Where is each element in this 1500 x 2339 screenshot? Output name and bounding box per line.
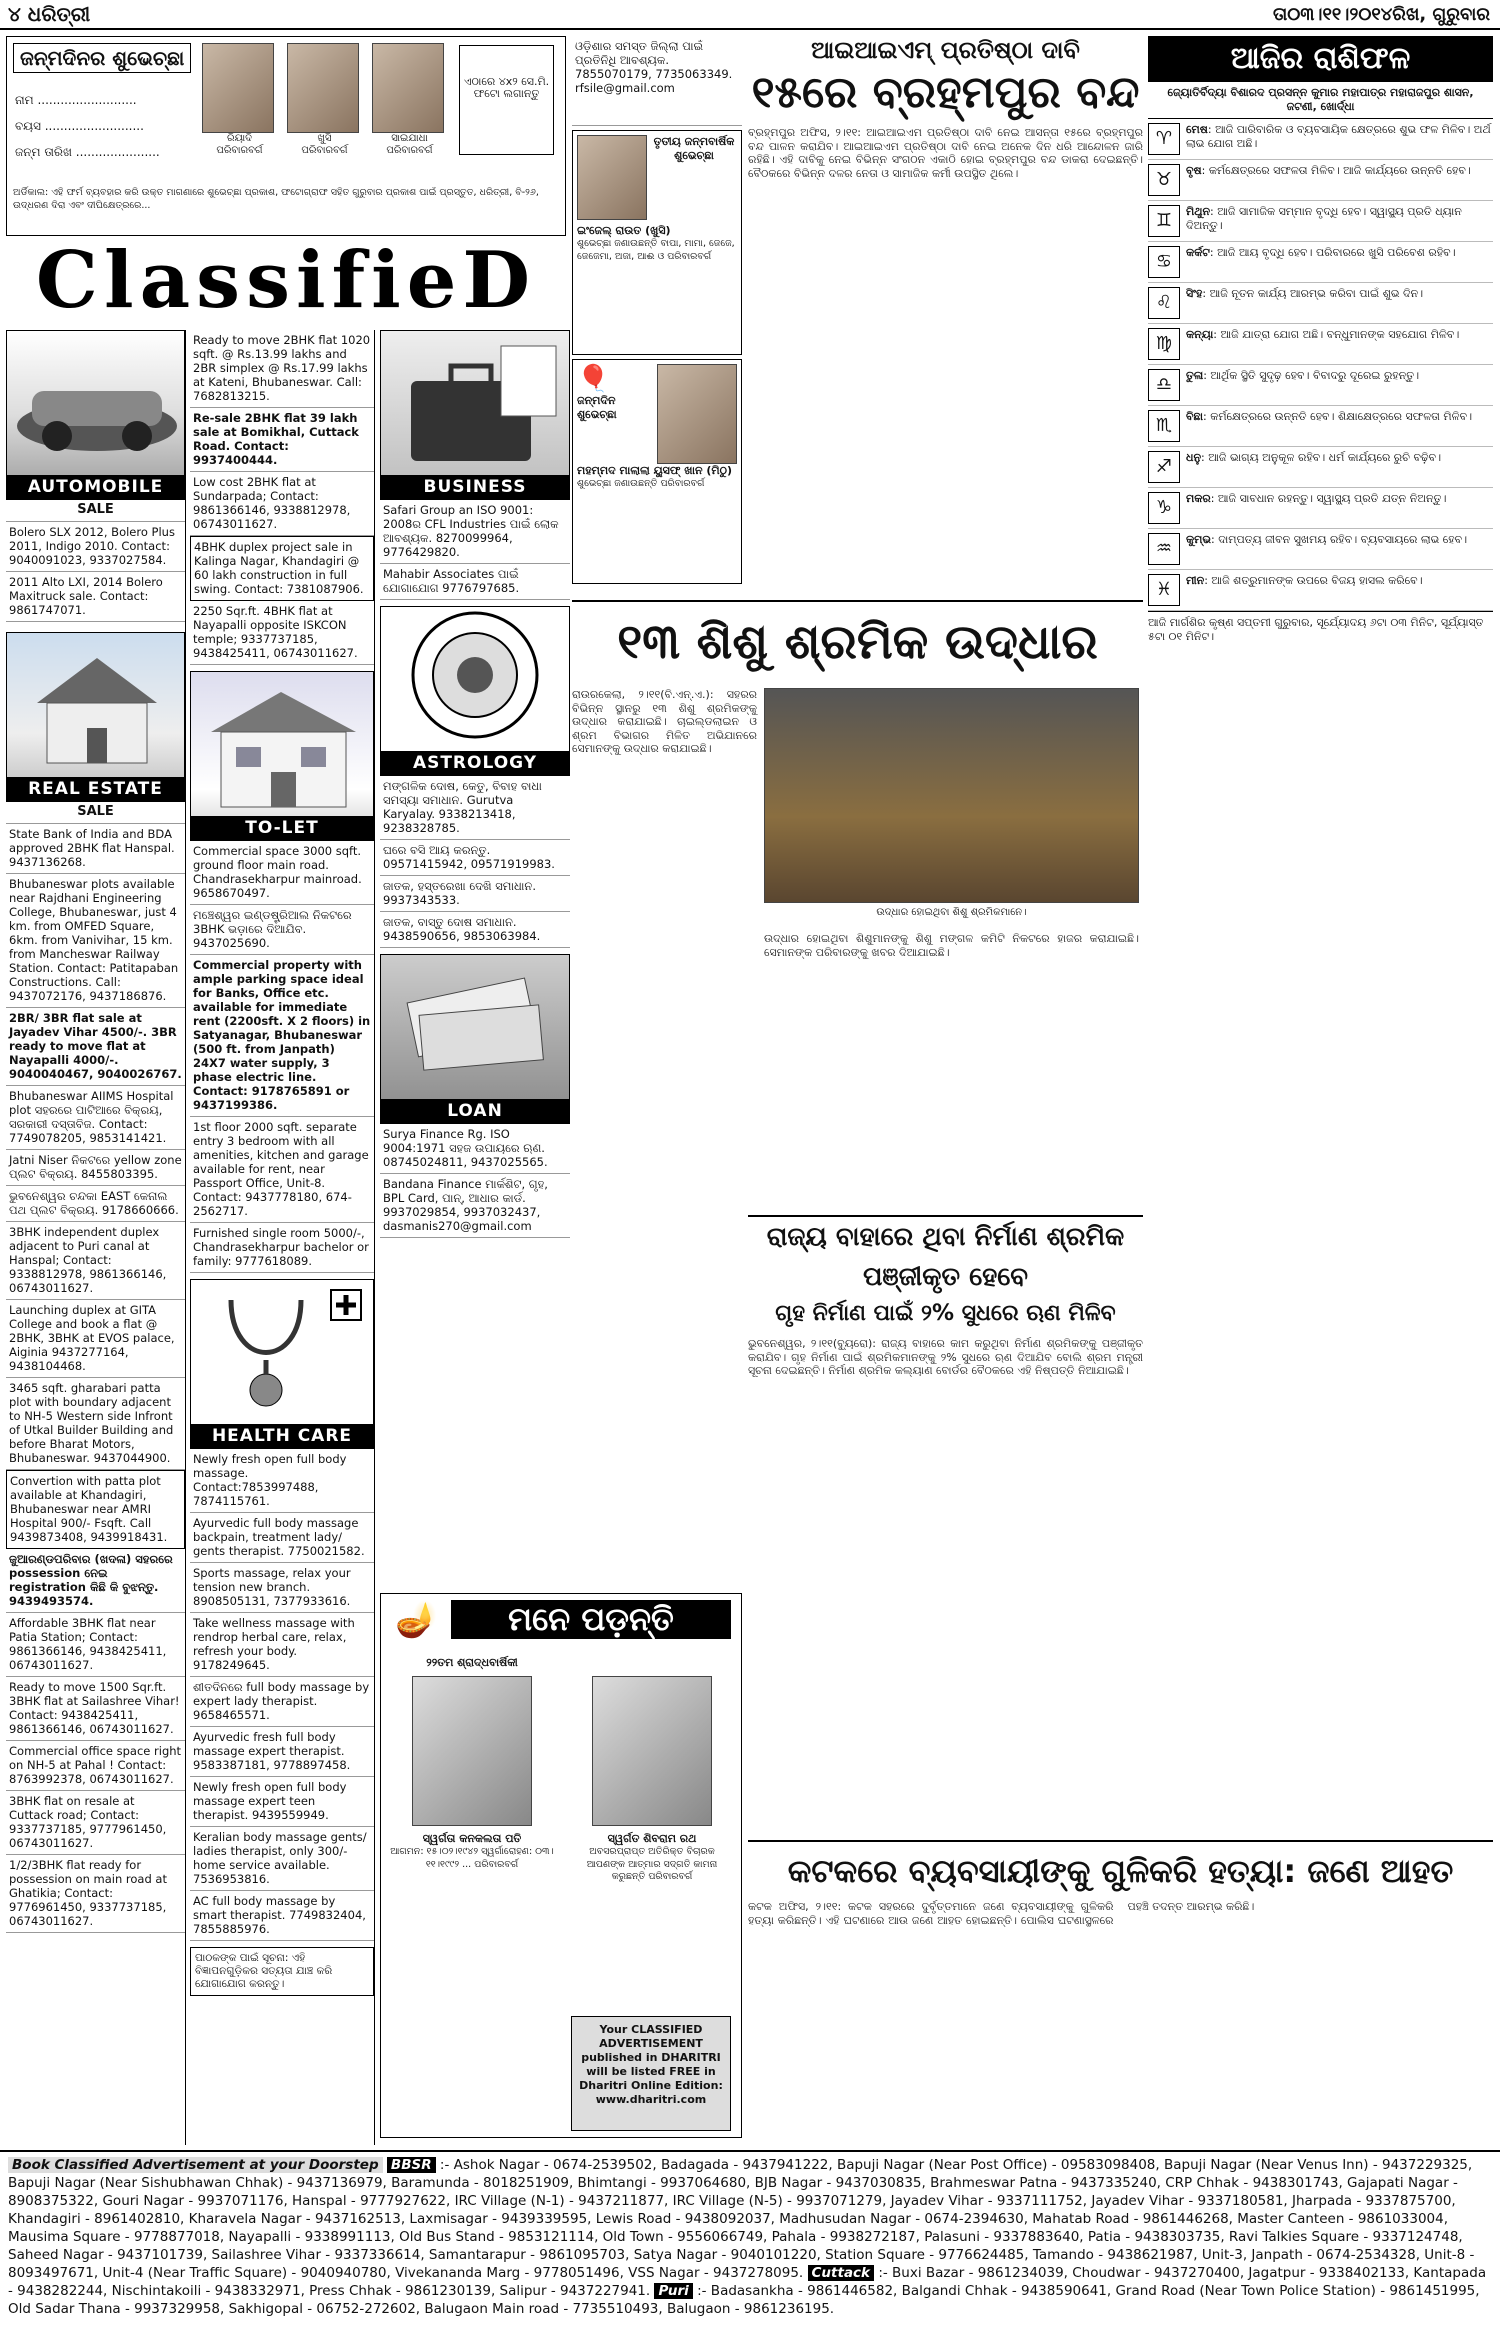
news-body: ଭୁବନେଶ୍ୱର, ୨।୧୧(ବ୍ୟୁରୋ): ରାଜ୍ୟ ବାହାରେ କାମ କରୁଥିବା ନିର୍ମାଣ ଶ୍ରମିକଙ୍କୁ ପଞ୍ଜୀକୃତ କରାଯିବ। ଗୃହ ନିର୍ମାଣ ପାଇଁ ଶ୍ରମିକମାନଙ୍କୁ ୨% ସୁଧରେ ଋଣ ଦିଆଯିବ ବୋଲି ଶ୍ରମ ମନ୍ତ୍ରୀ ସୂଚନା ଦେଇଛନ୍ତି। ନିର୍ମାଣ ଶ୍ରମିକ କଲ୍ୟାଣ ବୋର୍ଡର ବୈଠକରେ ଏହି ନିଷ୍ପତ୍ତି ନିଆଯାଇଛି। bbox=[748, 1337, 1143, 1377]
category-label-automobile: AUTOMOBILE bbox=[7, 475, 184, 499]
classified-ad: ଘରେ ବସି ଆୟ କରନ୍ତୁ. 09571415942, 09571919983. bbox=[380, 840, 570, 876]
zodiac-sign-name: ଧନୁ bbox=[1186, 451, 1202, 464]
child-photo bbox=[657, 364, 737, 464]
zodiac-sign-text: କର୍ମକ୍ଷେତ୍ରରେ ସଫଳତା ମିଳିବ। ଆଜି କାର୍ଯ୍ୟରେ ଉନ୍ନତି ହେବ। bbox=[1208, 164, 1471, 177]
rashifal-title: ଆଜିର ରାଶିଫଳ bbox=[1148, 36, 1493, 82]
classified-ad: Sports massage, relax your tension new branch. 8908505131, 7377933616. bbox=[190, 1563, 374, 1613]
business-image bbox=[380, 330, 570, 500]
classified-ad: 3BHK independent duplex adjacent to Puri canal at Hanspal; Contact: 9338812978, 9861366146, 06743011627. bbox=[6, 1222, 185, 1300]
classified-ad: Re-sale 2BHK flat 39 lakh sale at Bomikhal, Cuttack Road. Contact: 9937400444. bbox=[190, 408, 374, 472]
city-tag-cuttack: Cuttack bbox=[808, 2265, 875, 2281]
zodiac-wheel-icon bbox=[381, 607, 569, 747]
birthday-form-note: ଅର୍ଡିକାଲ: ଏହି ଫର୍ମ ବ୍ୟବହାର କରି ଉକ୍ତ ମାଗଣାରେ ଶୁଭେଚ୍ଛା ପ୍ରକାଶ, ଫଟୋଗ୍ରାଫ ସହିତ ଗୁରୁବାର ପ୍ରକାଶ ପାଇଁ ପ୍ରସ୍ତୁତ, ଧରିତ୍ରୀ, ବି-୨୬, ଉଦ୍ଧରଣ ଦିରା ଏବଂ ଦୀଘିକ୍ଷେତ୍ରରେ... bbox=[13, 187, 539, 211]
classified-ad: ଜାତକ, ବାସ୍ତୁ ଦୋଷ ସମାଧାନ. 9438590656, 9853063984. bbox=[380, 912, 570, 948]
zodiac-sign-icon: ♓ bbox=[1148, 574, 1180, 606]
classified-ad: 2BR/ 3BR flat sale at Jayadev Vihar 4500/-. 3BR ready to move flat at Nayapalli 4000/-. 9040040467, 9040026767. bbox=[6, 1008, 185, 1086]
rashifal-item: ♌ ସିଂହ: ଆଜି ନୂତନ କାର୍ଯ୍ୟ ଆରମ୍ଭ କରିବା ପାଇଁ ଶୁଭ ଦିନ। bbox=[1148, 283, 1493, 324]
classified-ad: Bhubaneswar AIIMS Hospital plot ସହରରେ ପାଟିଆରେ ବିକ୍ରୟ, ସରକାରୀ ଦସ୍ତାବିଜ. Contact: 7749078205, 9853141421. bbox=[6, 1086, 185, 1150]
zodiac-sign-text: କର୍ମକ୍ଷେତ୍ରରେ ଉନ୍ନତି ହେବ। ଶିକ୍ଷାକ୍ଷେତ୍ରରେ ସଫଳତା ମିଳିବ। bbox=[1210, 410, 1473, 423]
classified-ad: Commercial property with ample parking space ideal for Banks, Office etc. available for immediate rent (2200sft. X 2 floors) in Satyanagar, Bhubaneswar (500 ft. from Janpath) 24X7 water supply, 3 phase electric line. Contact: 9178765891 or 9437199386. bbox=[190, 955, 374, 1117]
news-headline: ୧୫ରେ ବ୍ରହ୍ମପୁର ବନ୍ଦ bbox=[751, 67, 1140, 118]
balloons-icon: 🎈 bbox=[577, 364, 610, 394]
classified-ad: Mahabir Associates ପାଇଁ ଯୋଗାଯୋଗ 9776797685. bbox=[380, 564, 570, 600]
classified-ad: Keralian body massage gents/ ladies therapist, only 300/- home service available. 7536953816. bbox=[190, 1827, 374, 1891]
zodiac-sign-icon: ♍ bbox=[1148, 328, 1180, 360]
news-labour-registration bbox=[748, 1215, 1143, 1835]
zodiac-sign-icon: ♑ bbox=[1148, 492, 1180, 524]
zodiac-sign-name: ବୃଷ bbox=[1186, 164, 1202, 177]
to-let-image bbox=[190, 671, 374, 841]
city-centres-bbsr: :- Ashok Nagar - 0674-2539502, Badagada - 9437941222, Bapuji Nagar (Near Post Office) - 09583098408, Bapuji Nagar (Near Venus Inn) - 9437229325, Bapuji Nagar (Near Sishubhawan Chhak) - 9437136979, Baramunda - 8018251909, Bhimtangi - 9937064680, BJB Nagar - 9437030835, Brahmeswar Patna - 9437335240, CRP Chhak - 9438301743, Gajapati Nagar - 8908375322, Gouri Nagar - 9937071176, Hanspal - 9777927622, IRC Village (N-1) - 9437211877, IRC Village (N-5) - 9937071279, Jayadev Vihar - 9337111752, Jayadev Vihar - 9337180581, Jharpada - 9337875700, Khandagiri - 8961402810, Kharavela Nagar - 9437162513, Laxmisagar - 9439339595, Lewis Road - 9438092037, Madhusudan Nagar - 0674-2394630, Mahatab Road - 9861446268, Master Canteen - 9861033004, Mausima Square - 9778877018, Nayapalli - 9338991113, Old Bus Stand - 9853121114, Old Town - 9556066749, Pahala - 9938272187, Palasuni - 9337883640, Patia - 9438303735, Ravi Talkies Square - 9337124748, Saheed Nagar - 9437101739, Sailashree Vihar - 9337336614, Samantarapur - 9861095703, Satya Nagar - 9040101220, Station Square - 9776624485, Tamando - 9438621987, Unit-3, Janpath - 0674-2534328, Unit-8 - 8093497671, Unit-4 (Near Traffic Square) - 9040940780, Vivekananda Marg - 9778051496, VSS Nagar - 9437278095. bbox=[8, 2157, 1475, 2281]
sale-heading: SALE bbox=[6, 500, 185, 522]
footer-title: Book Classified Advertisement at your Doorstep bbox=[8, 2157, 383, 2173]
footer-booking-centres bbox=[0, 2150, 1500, 2339]
classified-ad: Ready to move 1500 Sqr.ft. 3BHK flat at Sailashree Vihar! Contact: 9438425411, 9861366146, 06743011627. bbox=[6, 1677, 185, 1741]
zodiac-sign-text: ଆଜି ଆୟ ବୃଦ୍ଧି ହେବ। ପରିବାରରେ ଖୁସି ପରିବେଶ ରହିବ। bbox=[1217, 246, 1456, 259]
panjika: ଆଜି ମାର୍ଗଶିର କୃଷ୍ଣ ସପ୍ତମୀ ଗୁରୁବାର, ସୂର୍ଯ୍ୟୋଦୟ ୬ଟା ୦୩ ମିନିଟ, ସୂର୍ଯ୍ୟାସ୍ତ ୫ଟା ୦୧ ମିନିଟ। bbox=[1148, 611, 1493, 644]
city-tag-puri: Puri bbox=[654, 2283, 692, 2299]
zodiac-sign-icon: ♏ bbox=[1148, 410, 1180, 442]
classified-ad: Newly fresh open full body massage. Contact:7853997488, 7874115761. bbox=[190, 1449, 374, 1513]
classified-ad: ଭୁବନେଶ୍ୱର ଚନ୍ଦକା EAST କେନାଲ ପଥ ପ୍ଲଟ ବିକ୍ରୟ. 9178660666. bbox=[6, 1186, 185, 1222]
classified-ad: Bolero SLX 2012, Bolero Plus 2011, Indigo 2010. Contact: 9040091023, 9337027584. bbox=[6, 522, 185, 572]
news-cuttack bbox=[748, 1840, 1493, 2145]
classified-ad: Commercial space 3000 sqft. ground floor main road. Chandrasekharpur mainroad. 9658670497. bbox=[190, 841, 374, 905]
column-2 bbox=[190, 330, 375, 2145]
photo-caption: ଉଦ୍ଧାର ହୋଇଥିବା ଶିଶୁ ଶ୍ରମିକମାନେ। bbox=[876, 907, 1027, 918]
rashifal-item: ♈ ମେଷ: ଆଜି ପାରିବାରିକ ଓ ବ୍ୟବସାୟିକ କ୍ଷେତ୍ରରେ ଶୁଭ ଫଳ ମିଳିବ। ଅର୍ଥ ଲାଭ ଯୋଗ ଅଛି। bbox=[1148, 119, 1493, 160]
page-header bbox=[0, 0, 1500, 30]
news-subheadline: ଗୃହ ନିର୍ମାଣ ପାଇଁ ୨% ସୁଧରେ ଋଣ ମିଳିବ bbox=[775, 1301, 1116, 1326]
zodiac-sign-text: ଆଜି ଯାତ୍ରା ଯୋଗ ଅଛି। ବନ୍ଧୁମାନଙ୍କ ସହଯୋଗ ମିଳିବ। bbox=[1220, 328, 1460, 341]
city-tag-bbsr: BBSR bbox=[387, 2157, 436, 2173]
classified-ad: 1/2/3BHK flat ready for possession on main road at Ghatikia; Contact: 9776961450, 9337737185, 06743011627. bbox=[6, 1855, 185, 1933]
mane-padanti-section: 🪔 ମନେ ପଡ଼ନ୍ତି ୨୨ତମ ଶ୍ରାଦ୍ଧବାର୍ଷିକୀ ସ୍ୱର୍ଗତା କନକଲତା ପତି ଆଗମନ: ୧୫।୦୨।୧୯୪୨ ସ୍ୱର୍ଗାରୋହଣ: ୦୩।୧୧।୧୯୯୨ ... ପରିବାରବର୍ଗ ସ୍ୱର୍ଗତ ଶିବରାମ ରଥ ଅବସରପ୍ରାପ୍ତ ଅତିରିକ୍ତ ବିଚାରକ ଆପଣଙ୍କ ଆତ୍ମାର ସଦ୍‌ଗତି କାମନା କରୁଛନ୍ତି ପରିବାରବର୍ଗ Your CLASSIFIED ADVERTISEMENT published in DHARITRI will be listed FREE in Dharitri Online Edition: www.dharitri.com bbox=[380, 1593, 742, 2138]
form-field-name: ନାମ .......................... bbox=[15, 93, 137, 107]
news-body: ରାଉରକେଲା, ୨।୧୧(ବି.ଏନ୍.ଏ.): ସହରର ବିଭିନ୍ନ ସ୍ଥାନରୁ ୧୩ ଶିଶୁ ଶ୍ରମିକଙ୍କୁ ଉଦ୍ଧାର କରାଯାଇଛି। ଚାଇଲ୍ଡଲାଇନ ଓ ଶ୍ରମ ବିଭାଗର ମିଳିତ ଅଭିଯାନରେ ସେମାନଙ୍କୁ ଉଦ୍ଧାର କରାଯାଇଛି। bbox=[572, 688, 757, 755]
birthday-form: ଜନ୍ମଦିନର ଶୁଭେଚ୍ଛା ନାମ .......................... ବୟସ .......................... ଜନ୍ମ ତାରିଖ ...................... ରିୟାଦି ପରିବାରବର୍ଗ ଖୁସି ପରିବାରବର୍ଗ ସାଇଯାଧା ପରିବାରବର୍ଗ ଏଠାରେ ୪x୨ ସେ.ମି. ଫଟୋ ଲଗାନ୍ତୁ ଅର୍ଡିକାଲ: ଏହି ଫର୍ମ ବ୍ୟବହାର କରି ଉକ୍ତ ମାଗଣାରେ ଶୁଭେଚ୍ଛା ପ୍ରକାଶ, ଫଟୋଗ୍ରାଫ ସହିତ ଗୁରୁବାର ପ୍ରକାଶ ପାଇଁ ପ୍ରସ୍ତୁତ, ଧରିତ୍ରୀ, ବି-୨୬, ଉଦ୍ଧରଣ ଦିରା ଏବଂ ଦୀଘିକ୍ଷେତ୍ରରେ... bbox=[6, 36, 566, 236]
rashifal-item: ♍ କନ୍ୟା: ଆଜି ଯାତ୍ରା ଯୋଗ ଅଛି। ବନ୍ଧୁମାନଙ୍କ ସହଯୋଗ ମିଳିବ। bbox=[1148, 324, 1493, 365]
news-headline: ରାଜ୍ୟ ବାହାରେ ଥିବା ନିର୍ମାଣ ଶ୍ରମିକ ପଞ୍ଜୀକୃତ ହେବେ bbox=[766, 1222, 1125, 1292]
form-field-age: ବୟସ .......................... bbox=[15, 119, 144, 133]
zodiac-sign-name: ମକର bbox=[1186, 492, 1211, 505]
classified-ad: 4BHK duplex project sale in Kalinga Nagar, Khandagiri @ 60 lakh construction in full swing. Contact: 7381087906. bbox=[190, 536, 374, 601]
zodiac-sign-icon: ♌ bbox=[1148, 287, 1180, 319]
house-icon bbox=[7, 633, 185, 773]
news-kicker: ଆଇଆଇଏମ୍ ପ୍ରତିଷ୍ଠା ଦାବି bbox=[811, 36, 1080, 64]
kid-photo bbox=[287, 43, 359, 133]
rashifal-item: ♑ ମକର: ଆଜି ସାବଧାନ ରହନ୍ତୁ। ସ୍ୱାସ୍ଥ୍ୟ ପ୍ରତି ଯତ୍ନ ନିଅନ୍ତୁ। bbox=[1148, 488, 1493, 529]
classified-ad: Launching duplex at GITA College and book a flat @ 2BHK, 3BHK at EVOS palace, Aiginia 9437277164, 9438104468. bbox=[6, 1300, 185, 1378]
classified-logo: ClassifieD bbox=[6, 240, 566, 322]
news-body: ବ୍ରହ୍ମପୁର ଅଫିସ, ୨।୧୧: ଆଇଆଇଏମ ପ୍ରତିଷ୍ଠା ଦାବି ନେଇ ଆସନ୍ତା ୧୫ରେ ବ୍ରହ୍ମପୁର ବନ୍ଦ ପାଳନ କରାଯିବ। ଆଇଆଇଏମ ପ୍ରତିଷ୍ଠା ଦାବି ନେଇ ଅନେକ ଦିନ ଧରି ଆନ୍ଦୋଳନ ଜାରି ରହିଛି। ଏହି ଦାବିକୁ ନେଇ ବିଭିନ୍ନ ସଂଗଠନ ଏକାଠି ହୋଇ ବ୍ରହ୍ମପୁର ବନ୍ଦ ଡାକରା ଦେଇଛନ୍ତି। ବୈଠକରେ ବିଭିନ୍ନ ଦଳର ନେତା ଓ ସାମାଜିକ କର୍ମୀ ଉପସ୍ଥିତ ଥିଲେ। bbox=[748, 126, 1143, 180]
form-field-dob: ଜନ୍ମ ତାରିଖ ...................... bbox=[15, 145, 160, 159]
rashifal-item: ♉ ବୃଷ: କର୍ମକ୍ଷେତ୍ରରେ ସଫଳତା ମିଳିବ। ଆଜି କାର୍ଯ୍ୟରେ ଉନ୍ନତି ହେବ। bbox=[1148, 160, 1493, 201]
category-label-astrology: ASTROLOGY bbox=[381, 751, 569, 775]
classified-ad: Convertion with patta plot available at Khandagiri, Bhubaneswar near AMRI Hospital 900/- Fsqft. Call 9439873408, 9439918431. bbox=[6, 1470, 185, 1549]
zodiac-sign-text: ଆଜି ଭାଗ୍ୟ ଅନୁକୂଳ ରହିବ। ଧର୍ମ କାର୍ଯ୍ୟରେ ରୁଚି ବଢ଼ିବ। bbox=[1208, 451, 1442, 464]
zodiac-sign-text: ଆଜି ନୂତନ କାର୍ଯ୍ୟ ଆରମ୍ଭ କରିବା ପାଇଁ ଶୁଭ ଦିନ। bbox=[1209, 287, 1424, 300]
zodiac-sign-text: ଆଜି ପାରିବାରିକ ଓ ବ୍ୟବସାୟିକ କ୍ଷେତ୍ରରେ ଶୁଭ ଫଳ ମିଳିବ। ଅର୍ଥ ଲାଭ ଯୋଗ ଅଛି। bbox=[1186, 123, 1491, 150]
category-label-health-care: HEALTH CARE bbox=[191, 1424, 373, 1448]
classified-ad: Ready to move 2BHK flat 1020 sqft. @ Rs.13.99 lakhs and 2BR simplex @ Rs.17.99 lakhs at Kateni, Bhubaneswar. Call: 7682813215. bbox=[190, 330, 374, 408]
zodiac-sign-name: ମୀନ bbox=[1186, 574, 1205, 587]
zodiac-sign-name: କନ୍ୟା bbox=[1186, 328, 1214, 341]
city-centres-cuttack: :- Buxi Bazar - 9861234039, Choudwar - 9437270400, Jagatpur - 9338402133, Kantapada - 9438282244, Nischintakoili - 9438332971, Press Chhak - 9861230139, Salipur - 9437227941. bbox=[8, 2265, 1487, 2299]
column-3 bbox=[380, 330, 570, 1590]
classified-ad: ଜୁଆରଣ୍ଡପରିବାର (ଖଦଳା) ସହରରେ possession ନେଇ registration କିଛି କି ବୁଝନ୍ତୁ. 9439493574. bbox=[6, 1549, 185, 1613]
zodiac-sign-name: ମିଥୁନ bbox=[1186, 205, 1211, 218]
birthday-card: ତୃତୀୟ ଜନ୍ମବାର୍ଷିକ ଶୁଭେଚ୍ଛା ଇଂଜେଲ୍ ରାଉତ (ଖୁସି) ଶୁଭେଚ୍ଛା ଜଣାଉଛନ୍ତି ବାପା, ମାମା, ଜେଜେ, ଜେଜେମା, ଅଜା, ଆଈ ଓ ପରିବାରବର୍ଗ bbox=[572, 130, 742, 355]
classified-ad: Furnished single room 5000/-, Chandrasekharpur bachelor or family: 9777618089. bbox=[190, 1223, 374, 1273]
classified-ad: AC full body massage by smart therapist. 7749832404, 7855885976. bbox=[190, 1891, 374, 1941]
classified-ad: Low cost 2BHK flat at Sundarpada; Contact: 9861366146, 9338812978, 06743011627. bbox=[190, 472, 374, 536]
zodiac-sign-name: ତୁଳା bbox=[1186, 369, 1204, 382]
zodiac-sign-text: ଆଜି ସାବଧାନ ରହନ୍ତୁ। ସ୍ୱାସ୍ଥ୍ୟ ପ୍ରତି ଯତ୍ନ ନିଅନ୍ତୁ। bbox=[1217, 492, 1447, 505]
zodiac-sign-icon: ♉ bbox=[1148, 164, 1180, 196]
category-label-business: BUSINESS bbox=[381, 475, 569, 499]
photo-placeholder: ଏଠାରେ ୪x୨ ସେ.ମି. ଫଟୋ ଲଗାନ୍ତୁ bbox=[459, 45, 554, 155]
memorial-photo bbox=[412, 1676, 532, 1826]
zodiac-sign-text: ଆଜି ସାମାଜିକ ସମ୍ମାନ ବୃଦ୍ଧି ହେବ। ସ୍ୱାସ୍ଥ୍ୟ ପ୍ରତି ଧ୍ୟାନ ଦିଅନ୍ତୁ। bbox=[1186, 205, 1462, 232]
classified-ad: ଓଡ଼ିଶାର ସମସ୍ତ ଜିଲ୍ଲା ପାଇଁ ପ୍ରତିନିଧି ଆବଶ୍ୟକ. 7855070179, 7735063349. rfsile@gmail.com bbox=[572, 36, 742, 126]
zodiac-sign-text: ଦାମ୍ପତ୍ୟ ଜୀବନ ସୁଖମୟ ରହିବ। ବ୍ୟବସାୟରେ ଲାଭ ହେବ। bbox=[1218, 533, 1468, 546]
briefcase-icon bbox=[381, 331, 569, 471]
loan-image bbox=[380, 954, 570, 1124]
zodiac-sign-name: ବିଛା bbox=[1186, 410, 1203, 423]
real-estate-image bbox=[6, 632, 185, 802]
classified-ad: Ayurvedic full body massage backpain, treatment lady/ gents therapist. 7750021582. bbox=[190, 1513, 374, 1563]
classified-ad: ମଙ୍ଗଳିକ ଦୋଷ, କେତୁ, ବିବାହ ବାଧା ସମସ୍ୟା ସମାଧାନ. Gurutva Karyalay. 9338213418, 9238328785. bbox=[380, 776, 570, 840]
zodiac-sign-icon: ♐ bbox=[1148, 451, 1180, 483]
kid-photo bbox=[372, 43, 444, 133]
news-headline: କଟକରେ ବ୍ୟବସାୟୀଙ୍କୁ ଗୁଳିକରି ହତ୍ୟା: ଜଣେ ଆହତ bbox=[787, 1852, 1454, 1890]
category-label-real-estate: REAL ESTATE bbox=[7, 777, 184, 801]
city-centres-puri: :- Badasankha - 9861446582, Balgandi Chhak - 9438590641, Grand Road (Near Town Police Station) - 9861451995, Old Sadar Thana - 9937329958, Sakhigopal - 06752-272602, Balugaon Main road - 7735510493, Balugaon - 9861236195. bbox=[8, 2283, 1480, 2317]
car-icon bbox=[7, 331, 185, 471]
column-1 bbox=[6, 330, 186, 2145]
rashifal-item: ♒ କୁମ୍ଭ: ଦାମ୍ପତ୍ୟ ଜୀବନ ସୁଖମୟ ରହିବ। ବ୍ୟବସାୟରେ ଲାଭ ହେବ। bbox=[1148, 529, 1493, 570]
zodiac-sign-icon: ♈ bbox=[1148, 123, 1180, 155]
lamp-icon: 🪔 bbox=[395, 1600, 438, 1640]
zodiac-sign-text: ଆଜି ଶତ୍ରୁମାନଙ୍କ ଉପରେ ବିଜୟ ହାସଲ କରିବେ। bbox=[1211, 574, 1423, 587]
zodiac-sign-text: ଆର୍ଥିକ ସ୍ଥିତି ସୁଦୃଢ଼ ହେବ। ବିବାଦରୁ ଦୂରେଇ ରୁହନ୍ତୁ। bbox=[1210, 369, 1420, 382]
zodiac-sign-name: ସିଂହ bbox=[1186, 287, 1203, 300]
classified-ad: 1st floor 2000 sqft. separate entry 3 bedroom with all amenities, kitchen and garage available for rent, near Passport Office, Unit-8. Contact: 9437778180, 674-2562717. bbox=[190, 1117, 374, 1223]
zodiac-sign-icon: ♒ bbox=[1148, 533, 1180, 565]
health-care-image bbox=[190, 1279, 374, 1449]
news-child-labour bbox=[572, 600, 1143, 1210]
rashifal-list bbox=[1148, 119, 1493, 611]
zodiac-sign-icon: ♋ bbox=[1148, 246, 1180, 278]
news-body: ଉଦ୍ଧାର ହୋଇଥିବା ଶିଶୁମାନଙ୍କୁ ଶିଶୁ ମଙ୍ଗଳ କମିଟି ନିକଟରେ ହାଜର କରାଯାଇଛି। ସେମାନଙ୍କ ପରିବାରଙ୍କୁ ଖବର ଦିଆଯାଇଛି। bbox=[764, 932, 1139, 959]
column-4 bbox=[572, 36, 742, 586]
classified-ad: Surya Finance Rg. ISO 9004:1971 ସହଜ ଉପାୟରେ ଋଣ. 08745024811, 9437025565. bbox=[380, 1124, 570, 1174]
classified-ad: ଜାତକ, ହସ୍ତରେଖା ଦେଖି ସମାଧାନ. 9937343533. bbox=[380, 876, 570, 912]
stethoscope-icon bbox=[191, 1280, 374, 1420]
category-label-loan: LOAN bbox=[381, 1099, 569, 1123]
classified-ad: Safari Group an ISO 9001: 2008ର CFL Industries ପାଇଁ ଲୋକ ଆବଶ୍ୟକ. 8270099964, 9776429820. bbox=[380, 500, 570, 564]
classified-ad: ଶୀତଦିନରେ full body massage by expert lady therapist. 9658465571. bbox=[190, 1677, 374, 1727]
rashifal-section bbox=[1148, 36, 1493, 1836]
money-icon bbox=[381, 955, 569, 1095]
classified-ad: 3BHK flat on resale at Cuttack road; Contact: 9337737185, 9777961450, 06743011627. bbox=[6, 1791, 185, 1855]
birthday-form-title: ଜନ୍ମଦିନର ଶୁଭେଚ୍ଛା bbox=[13, 43, 191, 73]
dharitri-online-note: Your CLASSIFIED ADVERTISEMENT published in DHARITRI will be listed FREE in Dharitri Online Edition: www.dharitri.com bbox=[571, 2016, 731, 2131]
rashifal-item: ♏ ବିଛା: କର୍ମକ୍ଷେତ୍ରରେ ଉନ୍ନତି ହେବ। ଶିକ୍ଷାକ୍ଷେତ୍ରରେ ସଫଳତା ମିଳିବ। bbox=[1148, 406, 1493, 447]
news-photo bbox=[764, 688, 1139, 903]
classified-ad: Bhubaneswar plots available near Rajdhani Engineering College, Bhubaneswar, just 4 km. from OMFED Square, 6km. from Vanivihar, 15 km. from Mancheswar Railway Station. Contact: Patitapaban Constructions. Call: 9437072176, 9437186876. bbox=[6, 874, 185, 1008]
rashifal-item: ♐ ଧନୁ: ଆଜି ଭାଗ୍ୟ ଅନୁକୂଳ ରହିବ। ଧର୍ମ କାର୍ଯ୍ୟରେ ରୁଚି ବଢ଼ିବ। bbox=[1148, 447, 1493, 488]
kid-photo bbox=[202, 43, 274, 133]
zodiac-sign-icon: ♎ bbox=[1148, 369, 1180, 401]
page-number: ୪ ଧରିତ୍ରୀ bbox=[8, 2, 91, 26]
automobile-image bbox=[6, 330, 185, 500]
news-brahmapur bbox=[748, 36, 1143, 596]
classified-ad: Affordable 3BHK flat near Patia Station; Contact: 9861366146, 9438425411, 06743011627. bbox=[6, 1613, 185, 1677]
rashifal-item: ♊ ମିଥୁନ: ଆଜି ସାମାଜିକ ସମ୍ମାନ ବୃଦ୍ଧି ହେବ। ସ୍ୱାସ୍ଥ୍ୟ ପ୍ରତି ଧ୍ୟାନ ଦିଅନ୍ତୁ। bbox=[1148, 201, 1493, 242]
rashifal-item: ♓ ମୀନ: ଆଜି ଶତ୍ରୁମାନଙ୍କ ଉପରେ ବିଜୟ ହାସଲ କରିବେ। bbox=[1148, 570, 1493, 611]
memorial-photo bbox=[592, 1676, 712, 1826]
rashifal-item: ♋ କର୍କଟ: ଆଜି ଆୟ ବୃଦ୍ଧି ହେବ। ପରିବାରରେ ଖୁସି ପରିବେଶ ରହିବ। bbox=[1148, 242, 1493, 283]
classified-ad: Bandana Finance ମାର୍କଶିଟ, ଗୃହ, BPL Card, ପାନ୍, ଆଧାର କାର୍ଡ. 9937029854, 9937032437, dasmanis270@gmail.com bbox=[380, 1174, 570, 1238]
classified-ad: Ayurvedic fresh full body massage expert therapist. 9583387181, 9778897458. bbox=[190, 1727, 374, 1777]
classified-ad: Newly fresh open full body massage expert teen therapist. 9439559949. bbox=[190, 1777, 374, 1827]
classified-ad: Jatni Niser ନିକଟରେ yellow zone ପ୍ଲଟ ବିକ୍ରୟ. 8455803395. bbox=[6, 1150, 185, 1186]
zodiac-sign-name: ମେଷ bbox=[1186, 123, 1208, 136]
astrology-image bbox=[380, 606, 570, 776]
classified-ad: Take wellness massage with rendrop herbal care, relax, refresh your body. 9178249645. bbox=[190, 1613, 374, 1677]
classified-ad: 2011 Alto LXI, 2014 Bolero Maxitruck sale. Contact: 9861747071. bbox=[6, 572, 185, 622]
page-date: ତା୦୩।୧୧।୨୦୧୪ରିଖ, ଗୁରୁବାର bbox=[1272, 4, 1490, 25]
news-headline: ୧୩ ଶିଶୁ ଶ୍ରମିକ ଉଦ୍ଧାର bbox=[617, 614, 1098, 670]
classified-ad: 2250 Sqr.ft. 4BHK flat at Nayapalli opposite ISKCON temple; 9337737185, 9438425411, 06743011627. bbox=[190, 601, 374, 665]
classified-ad: 3465 sqft. gharabari patta plot with boundary adjacent to NH-5 Western side Infront of Utkal Builder Building and before Bharat Motors, Bhubaneswar. 9437044900. bbox=[6, 1378, 185, 1470]
child-photo bbox=[577, 135, 647, 220]
classified-ad: Commercial office space right on NH-5 at Pahal ! Contact: 8763992378, 06743011627. bbox=[6, 1741, 185, 1791]
birthday-card: 🎈 ଜନ୍ମଦିନ ଶୁଭେଚ୍ଛା ମହମ୍ମଦ ମାଲାଲା ୟୁସଫ୍ ଖାନ (ମିଠୁ) ଶୁଭେଚ୍ଛା ଜଣାଉଛନ୍ତି ପରିବାରବର୍ଗ bbox=[572, 359, 742, 584]
classified-ad: State Bank of India and BDA approved 2BHK flat Hanspal. 9437136268. bbox=[6, 824, 185, 874]
zodiac-sign-icon: ♊ bbox=[1148, 205, 1180, 237]
zodiac-sign-name: କର୍କଟ bbox=[1186, 246, 1210, 259]
reader-note: ପାଠକଙ୍କ ପାଇଁ ସୂଚନା: ଏହି ବିଜ୍ଞାପନଗୁଡ଼ିକର ସତ୍ୟତା ଯାଞ୍ଚ କରି ଯୋଗାଯୋଗ କରନ୍ତୁ। bbox=[190, 1947, 374, 1996]
rashifal-item: ♎ ତୁଳା: ଆର୍ଥିକ ସ୍ଥିତି ସୁଦୃଢ଼ ହେବ। ବିବାଦରୁ ଦୂରେଇ ରୁହନ୍ତୁ। bbox=[1148, 365, 1493, 406]
sale-heading: SALE bbox=[6, 802, 185, 824]
classified-ad: ମଞ୍ଚେଶ୍ୱର ଇଣ୍ଡଷ୍ଟ୍ରିଆଲ ନିକଟରେ 3BHK ଭଡ଼ାରେ ଦିଆଯିବ. 9437025690. bbox=[190, 905, 374, 955]
building-icon bbox=[191, 672, 374, 812]
zodiac-sign-name: କୁମ୍ଭ bbox=[1186, 533, 1212, 546]
rashifal-byline: ଜ୍ୟୋତିର୍ବିଦ୍ୟା ବିଶାରଦ ପ୍ରସନ୍ନ କୁମାର ମହାପାତ୍ର ମହାରାଜପୁର ଶାସନ, ଜଟଣୀ, ଖୋର୍ଦ୍ଧା bbox=[1148, 82, 1493, 119]
mane-padanti-title: ମନେ ପଡ଼ନ୍ତି bbox=[451, 1600, 731, 1639]
news-body: କଟକ ଅଫିସ, ୨।୧୧: କଟକ ସହରରେ ଦୁର୍ବୃତ୍ତମାନେ ଜଣେ ବ୍ୟବସାୟୀଙ୍କୁ ଗୁଳିକରି ହତ୍ୟା କରିଛନ୍ତି। ଏହି ଘଟଣାରେ ଆଉ ଜଣେ ଆହତ ହୋଇଛନ୍ତି। ପୋଲିସ ଘଟଣାସ୍ଥଳରେ ପହଞ୍ଚି ତଦନ୍ତ ଆରମ୍ଭ କରିଛି। bbox=[748, 1900, 1255, 1927]
category-label-to-let: TO-LET bbox=[191, 816, 373, 840]
